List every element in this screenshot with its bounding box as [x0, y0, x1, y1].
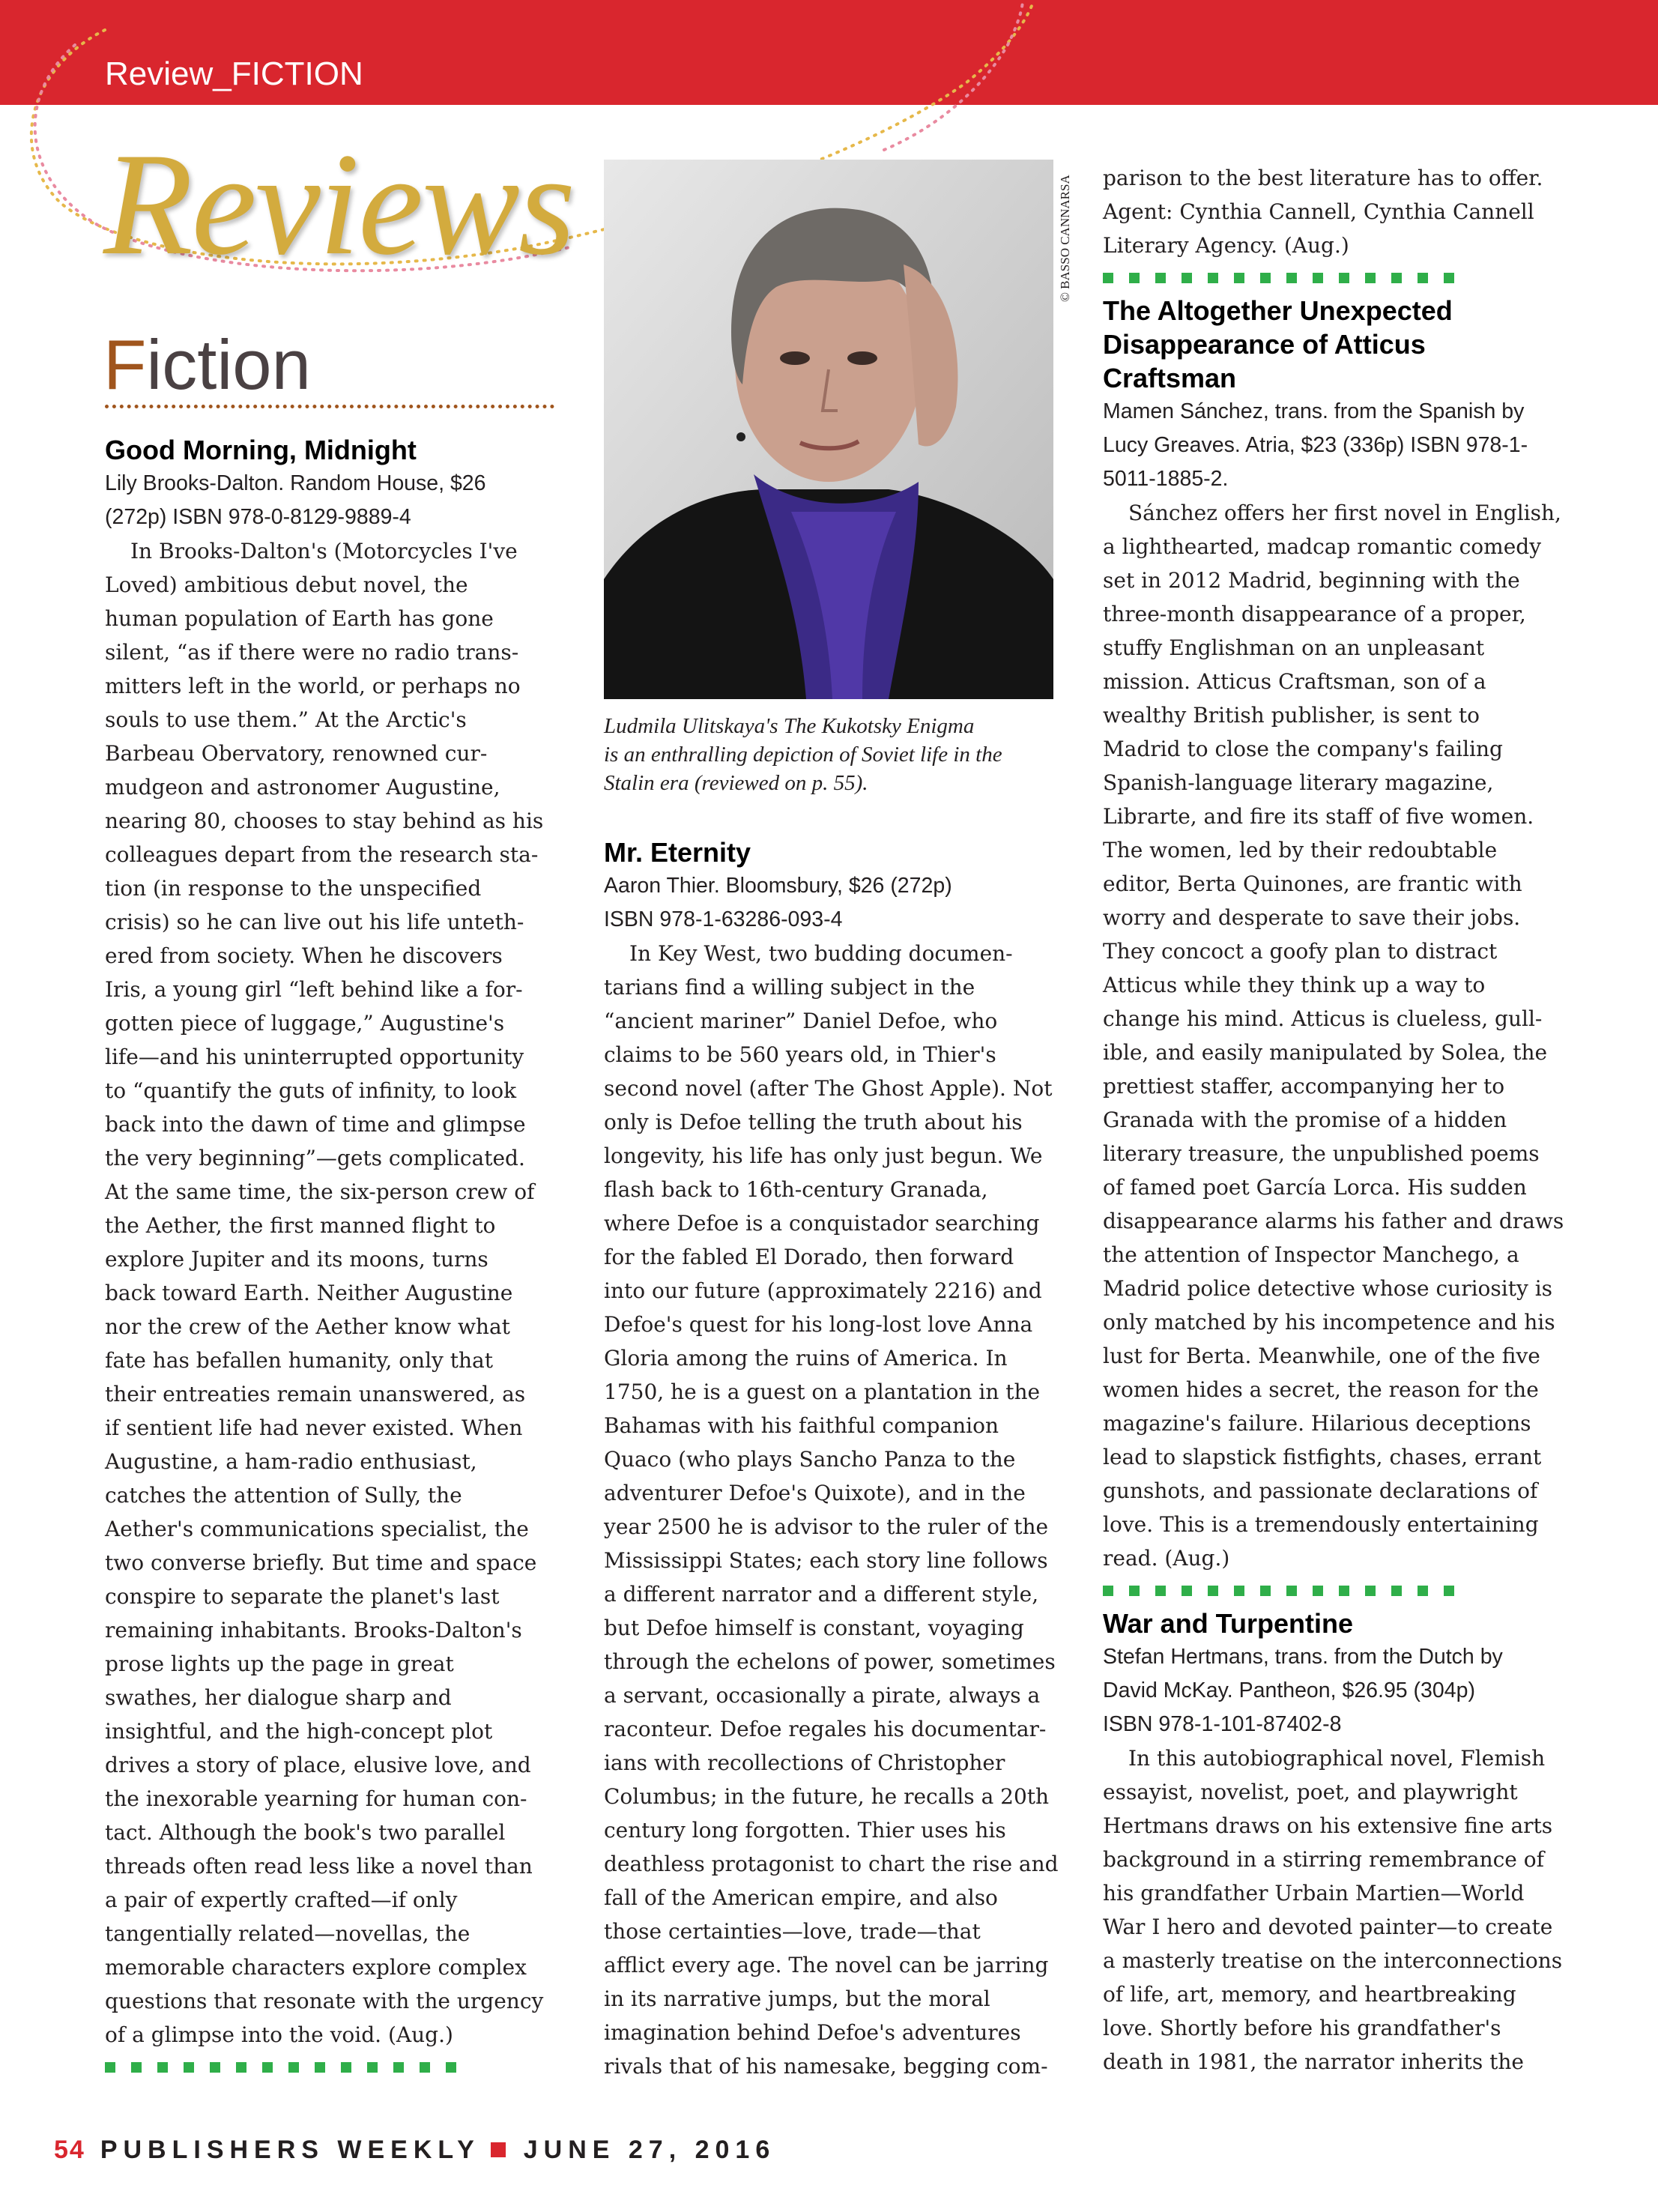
body-line: lust for Berta. Meanwhile, one of the five [1103, 1344, 1540, 1368]
body-line: Columbus; in the future, he recalls a 20th [604, 1784, 1050, 1809]
body-line: Madrid to close the company's failing [1103, 737, 1503, 761]
body-line: afflict every age. The novel can be jarring [604, 1953, 1049, 1977]
body-line: the Aether, the first manned flight to [105, 1213, 496, 1238]
body-line: colleagues depart from the research sta- [105, 842, 539, 867]
review-war-and-turpentine [1103, 1607, 1563, 2079]
body-line: human population of Earth has gone [105, 606, 494, 631]
body-line: Librarte, and fire its staff of five women. [1103, 804, 1534, 829]
meta-line: 5011-1885-2. [1103, 467, 1229, 491]
body-line: a different narrator and a different style, [604, 1582, 1039, 1607]
body-line: Quaco (who plays Sancho Panza to the [604, 1447, 1016, 1472]
section-divider-squares [1103, 1586, 1552, 1596]
body-line: a servant, occasionally a pirate, always a [604, 1683, 1041, 1708]
body-line: Aether's communications specialist, the [105, 1517, 529, 1541]
body-line: In Key West, two budding documen- [629, 941, 1013, 966]
body-line: in its narrative jumps, but the moral [604, 1986, 990, 2011]
body-line: of a glimpse into the void. (Aug.) [105, 2022, 453, 2047]
body-line: a lighthearted, madcap romantic comedy [1103, 534, 1542, 559]
review-body [1103, 496, 1564, 1575]
body-line: Augustine, a ham-radio enthusiast, [105, 1449, 477, 1474]
body-line: explore Jupiter and its moons, turns [105, 1247, 488, 1272]
fiction-rest: iction [146, 325, 311, 404]
meta-line: ISBN 978-1-63286-093-4 [604, 907, 843, 931]
section-label: Review_FICTION [105, 55, 363, 92]
review-altogether-unexpected [1103, 294, 1564, 1596]
body-line: Literary Agency. (Aug.) [1103, 233, 1349, 258]
meta-line: (272p) ISBN 978-0-8129-9889-4 [105, 505, 411, 529]
body-line: through the echelons of power, sometimes [604, 1649, 1056, 1674]
body-line: 1750, he is a guest on a plantation in the [604, 1380, 1041, 1404]
body-line: their entreaties remain unanswered, as [105, 1382, 526, 1406]
fiction-cap-letter: F [103, 325, 147, 404]
body-line: Madrid police detective whose curiosity is [1103, 1276, 1553, 1301]
body-line: The women, led by their redoubtable [1103, 838, 1498, 862]
body-line: essayist, novelist, poet, and playwright [1103, 1780, 1518, 1804]
body-line: ible, and easily manipulated by Solea, the [1103, 1040, 1548, 1065]
column-three [1103, 166, 1564, 2079]
body-line: to “quantify the guts of infinity, to look [105, 1078, 517, 1103]
review-title: Good Morning, Midnight [105, 435, 417, 465]
body-line: only is Defoe telling the truth about his [604, 1110, 1023, 1134]
review-meta [604, 869, 1053, 937]
body-line: fall of the American empire, and also [604, 1885, 998, 1910]
body-line: the inexorable yearning for human con- [105, 1786, 527, 1811]
body-line: catches the attention of Sully, the [105, 1483, 462, 1508]
body-line: worry and desperate to save their jobs. [1103, 905, 1521, 930]
body-line: the attention of Inspector Manchego, a [1103, 1242, 1519, 1267]
meta-line: Aaron Thier. Bloomsbury, $26 (272p) [604, 874, 952, 898]
body-line: gotten piece of luggage,” Augustine's [105, 1011, 505, 1036]
body-line: Granada with the promise of a hidden [1103, 1107, 1507, 1132]
review-meta [105, 467, 554, 534]
body-line: stuffy Englishman on an unpleasant [1103, 635, 1485, 660]
body-line: They concoct a goofy plan to distract [1103, 939, 1498, 964]
body-line: claims to be 560 years old, in Thier's [604, 1042, 996, 1067]
body-line: drives a story of place, elusive love, and [105, 1753, 531, 1777]
caption-line: Ludmila Ulitskaya's The Kukotsky Enigma [604, 714, 975, 738]
body-line: women hides a secret, the reason for the [1103, 1377, 1539, 1402]
body-line: read. (Aug.) [1103, 1546, 1230, 1571]
body-line: flash back to 16th-century Granada, [604, 1177, 988, 1202]
body-line: gunshots, and passionate declarations of [1103, 1478, 1538, 1503]
caption-line: is an enthralling depiction of Soviet life in the [604, 743, 1002, 767]
meta-line: David McKay. Pantheon, $26.95 (304p) [1103, 1678, 1475, 1702]
body-line: memorable characters explore complex [105, 1955, 527, 1980]
page-footer [54, 2136, 775, 2165]
body-line: death in 1981, the narrator inherits the [1103, 2049, 1524, 2074]
publication-name: PUBLISHERS WEEKLY [100, 2136, 480, 2164]
body-line: wealthy British publisher, is sent to [1103, 703, 1480, 728]
body-line: deathless protagonist to chart the rise and [604, 1852, 1059, 1876]
body-line: Agent: Cynthia Cannell, Cynthia Cannell [1103, 199, 1534, 224]
reviews-masthead-title: Reviews [103, 123, 575, 285]
issue-date: JUNE 27, 2016 [523, 2136, 776, 2164]
body-line: Spanish-language literary magazine, [1103, 770, 1494, 795]
body-line: love. Shortly before his grandfather's [1103, 2016, 1501, 2040]
body-line: change his mind. Atticus is clueless, gull- [1103, 1006, 1543, 1031]
review-title: War and Turpentine [1103, 1608, 1354, 1639]
review-good-morning-midnight [105, 433, 554, 2073]
review-body [604, 937, 1059, 2083]
body-line: lead to slapstick fistfights, chases, errant [1103, 1445, 1542, 1469]
review-mr-eternity [604, 835, 1059, 2083]
section-divider-squares [105, 2062, 554, 2073]
body-line: tangentially related—novellas, the [105, 1921, 471, 1946]
body-line: back toward Earth. Neither Augustine [105, 1281, 513, 1305]
body-line: second novel (after The Ghost Apple). Not [604, 1076, 1053, 1101]
review-meta [1103, 395, 1552, 496]
photo-credit: © BASSO CANNARSA [1058, 175, 1072, 302]
body-line: love. This is a tremendously entertaining [1103, 1512, 1539, 1537]
body-line: year 2500 he is advisor to the ruler of the [604, 1514, 1049, 1539]
body-line: into our future (approximately 2216) and [604, 1278, 1042, 1303]
body-line: Sánchez offers her first novel in English, [1128, 501, 1561, 525]
body-line: back into the dawn of time and glimpse [105, 1112, 526, 1137]
review-meta [1103, 1640, 1552, 1741]
body-line: century long forgotten. Thier uses his [604, 1818, 1006, 1843]
body-line: parison to the best literature has to offer. [1103, 166, 1543, 190]
body-line: In Brooks-Dalton's (Motorcycles I've [130, 539, 518, 563]
body-line: ered from society. When he discovers [105, 943, 503, 968]
body-line: disappearance alarms his father and draws [1103, 1209, 1564, 1233]
body-line: Bahamas with his faithful companion [604, 1413, 999, 1438]
body-line: tion (in response to the unspecified [105, 876, 482, 901]
body-line: mission. Atticus Craftsman, son of a [1103, 669, 1486, 694]
body-line: for the fabled El Dorado, then forward [604, 1245, 1014, 1269]
caption-line: Stalin era (reviewed on p. 55). [604, 771, 868, 795]
body-line: if sentient life had never existed. When [105, 1415, 523, 1440]
body-line: raconteur. Defoe regales his documentar- [604, 1717, 1047, 1741]
body-line: silent, “as if there were no radio trans- [105, 640, 519, 665]
body-line: where Defoe is a conquistador searching [604, 1211, 1040, 1236]
body-line: ians with recollections of Christopher [604, 1750, 1005, 1775]
fiction-section-heading [103, 325, 311, 404]
body-line: a masterly treatise on the interconnections [1103, 1948, 1563, 1973]
body-line: but Defoe himself is constant, voyaging [604, 1616, 1024, 1640]
body-line: remaining inhabitants. Brooks-Dalton's [105, 1618, 522, 1643]
body-line: two converse briefly. But time and space [105, 1550, 537, 1575]
review-body [105, 534, 554, 2052]
page-number: 54 [54, 2136, 85, 2164]
body-line: longevity, his life has only just begun. We [604, 1143, 1043, 1168]
portrait-image [604, 160, 1053, 699]
body-line: At the same time, the six-person crew of [105, 1179, 535, 1204]
body-line: Hertmans draws on his extensive fine arts [1103, 1813, 1553, 1838]
body-line: literary treasure, the unpublished poems [1103, 1141, 1540, 1166]
section-divider [105, 405, 554, 408]
body-line: only matched by his incompetence and his [1103, 1310, 1555, 1335]
body-line: those certainties—love, trade—that [604, 1919, 981, 1944]
body-line: crisis) so he can live out his life unteth- [105, 910, 524, 934]
photo-caption [604, 712, 1068, 797]
body-line: prose lights up the page in great [105, 1652, 454, 1676]
body-line: of famed poet García Lorca. His sudden [1103, 1175, 1527, 1200]
body-line: mudgeon and astronomer Augustine, [105, 775, 500, 800]
body-line: magazine's failure. Hilarious deceptions [1103, 1411, 1531, 1436]
body-line: prettiest staffer, accompanying her to [1103, 1074, 1505, 1099]
body-line: life—and his uninterrupted opportunity [105, 1045, 524, 1069]
body-line: In this autobiographical novel, Flemish [1128, 1746, 1546, 1771]
body-line: rivals that of his namesake, begging com- [604, 2054, 1048, 2079]
review-title-line: Disappearance of Atticus [1103, 329, 1426, 360]
body-line: set in 2012 Madrid, beginning with the [1103, 568, 1520, 593]
meta-line: Lucy Greaves. Atria, $23 (336p) ISBN 978-1- [1103, 433, 1528, 457]
body-line: mitters left in the world, or perhaps no [105, 674, 521, 698]
body-line: Gloria among the ruins of America. In [604, 1346, 1008, 1371]
body-line: Atticus while they think up a way to [1103, 973, 1486, 997]
body-line: of life, art, memory, and heartbreaking [1103, 1982, 1516, 2007]
footer-square [491, 2142, 506, 2157]
meta-line: ISBN 978-1-101-87402-8 [1103, 1712, 1342, 1736]
body-line: adventurer Defoe's Quixote), and in the [604, 1481, 1026, 1505]
body-line: swathes, her dialogue sharp and [105, 1685, 452, 1710]
body-line: threads often read less like a novel than [105, 1854, 533, 1879]
body-line: Mississippi States; each story line follows [604, 1548, 1048, 1573]
body-line: imagination behind Defoe's adventures [604, 2020, 1021, 2045]
body-line: insightful, and the high-concept plot [105, 1719, 493, 1744]
meta-line: Mamen Sánchez, trans. from the Spanish by [1103, 399, 1525, 423]
meta-line: Lily Brooks-Dalton. Random House, $26 [105, 471, 486, 495]
body-line: a pair of expertly crafted—if only [105, 1888, 458, 1912]
review-title-line: Craftsman [1103, 363, 1237, 393]
body-line: his grandfather Urbain Martien—World [1103, 1881, 1525, 1906]
review-title: Mr. Eternity [604, 837, 751, 868]
body-line: tact. Although the book's two parallel [105, 1820, 506, 1845]
body-line: Defoe's quest for his long-lost love Anna [604, 1312, 1033, 1337]
body-line: tarians find a willing subject in the [604, 975, 975, 1000]
body-line: fate has befallen humanity, only that [105, 1348, 493, 1373]
body-line: Loved) ambitious debut novel, the [105, 572, 468, 597]
review-body [1103, 1741, 1563, 2079]
body-line: War I hero and devoted painter—to create [1103, 1915, 1553, 1939]
body-line: Iris, a young girl “left behind like a for- [105, 977, 523, 1002]
body-line: Barbeau Obervatory, renowned cur- [105, 741, 488, 766]
body-line: three-month disappearance of a proper, [1103, 602, 1526, 626]
body-line: editor, Berta Quinones, are frantic with [1103, 871, 1522, 896]
body-line: nor the crew of the Aether know what [105, 1314, 510, 1339]
body-line: the very beginning”—gets complicated. [105, 1146, 525, 1170]
body-line: background in a stirring remembrance of [1103, 1847, 1544, 1872]
section-divider-squares [1103, 273, 1552, 283]
body-line: conspire to separate the planet's last [105, 1584, 500, 1609]
body-line: questions that resonate with the urgency [105, 1989, 544, 2013]
body-line: souls to use them.” At the Arctic's [105, 707, 467, 732]
continued-review-text [1103, 161, 1552, 262]
author-photo [604, 160, 1053, 699]
body-line: “ancient mariner” Daniel Defoe, who [604, 1009, 998, 1033]
body-line: nearing 80, chooses to stay behind as his [105, 809, 544, 833]
meta-line: Stefan Hertmans, trans. from the Dutch by [1103, 1645, 1503, 1669]
review-title-line: The Altogether Unexpected [1103, 295, 1453, 326]
